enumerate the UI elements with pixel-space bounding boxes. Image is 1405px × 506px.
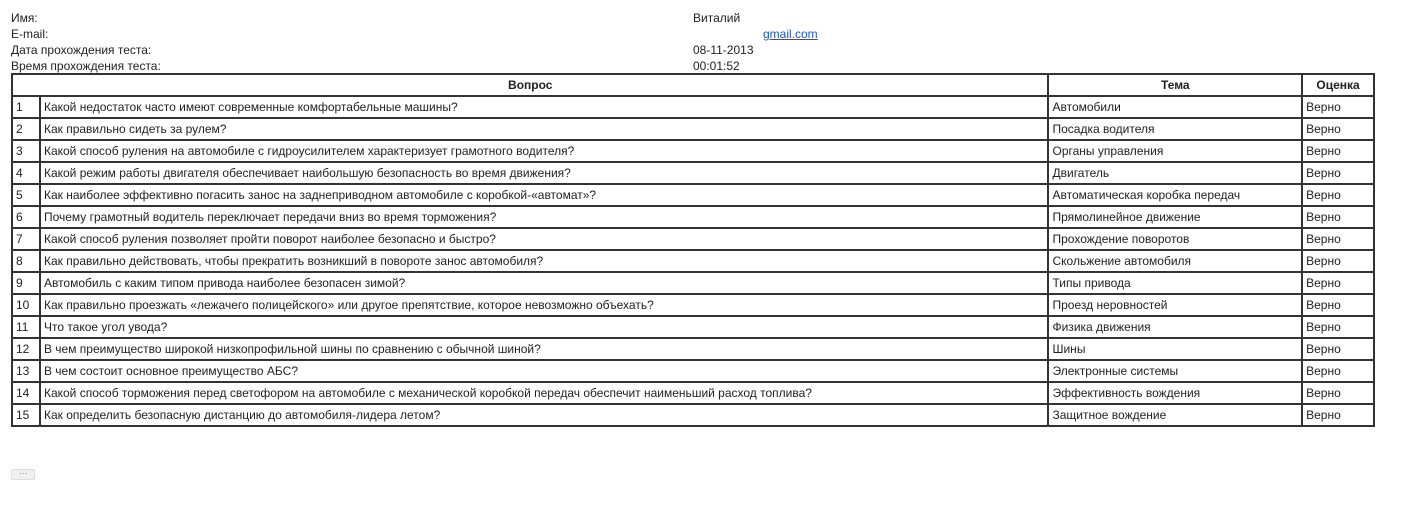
cell-number: 11 <box>12 316 40 338</box>
cell-question: Какой режим работы двигателя обеспечивает наибольшую безопасность во время движения? <box>40 162 1049 184</box>
cell-number: 14 <box>12 382 40 404</box>
header-topic: Тема <box>1048 74 1302 96</box>
cell-grade: Верно <box>1302 140 1374 162</box>
more-button[interactable]: ··· <box>11 469 35 480</box>
table-row <box>12 316 1374 338</box>
time-label: Время прохождения теста: <box>11 59 161 73</box>
cell-topic: Шины <box>1048 338 1302 360</box>
cell-grade: Верно <box>1302 228 1374 250</box>
cell-topic: Электронные системы <box>1048 360 1302 382</box>
cell-question: Автомобиль с каким типом привода наиболее безопасен зимой? <box>40 272 1049 294</box>
cell-question: Как наиболее эффективно погасить занос на заднеприводном автомобиле с коробкой-«автомат»? <box>40 184 1049 206</box>
cell-topic: Проезд неровностей <box>1048 294 1302 316</box>
cell-topic: Типы привода <box>1048 272 1302 294</box>
cell-question: Что такое угол увода? <box>40 316 1049 338</box>
table-row <box>12 228 1374 250</box>
header-grade: Оценка <box>1302 74 1374 96</box>
table-row <box>12 118 1374 140</box>
test-info-block <box>11 10 1011 74</box>
cell-topic: Эффективность вождения <box>1048 382 1302 404</box>
cell-number: 7 <box>12 228 40 250</box>
cell-number: 1 <box>12 96 40 118</box>
cell-number: 13 <box>12 360 40 382</box>
cell-number: 5 <box>12 184 40 206</box>
cell-question: Как правильно сидеть за рулем? <box>40 118 1049 140</box>
email-row <box>11 26 1011 42</box>
cell-question: Почему грамотный водитель переключает передачи вниз во время торможения? <box>40 206 1049 228</box>
table-row <box>12 250 1374 272</box>
cell-topic: Прохождение поворотов <box>1048 228 1302 250</box>
cell-topic: Автомобили <box>1048 96 1302 118</box>
table-row <box>12 184 1374 206</box>
cell-grade: Верно <box>1302 404 1374 426</box>
date-label: Дата прохождения теста: <box>11 43 152 57</box>
cell-question: Какой способ руления позволяет пройти поворот наиболее безопасно и быстро? <box>40 228 1049 250</box>
cell-question: В чем состоит основное преимущество АБС? <box>40 360 1049 382</box>
table-row <box>12 140 1374 162</box>
cell-number: 6 <box>12 206 40 228</box>
name-label: Имя: <box>11 11 38 25</box>
table-row <box>12 360 1374 382</box>
email-label: E-mail: <box>11 27 49 41</box>
cell-topic: Прямолинейное движение <box>1048 206 1302 228</box>
cell-grade: Верно <box>1302 96 1374 118</box>
cell-number: 2 <box>12 118 40 140</box>
cell-grade: Верно <box>1302 294 1374 316</box>
table-row <box>12 206 1374 228</box>
table-row <box>12 404 1374 426</box>
table-row <box>12 382 1374 404</box>
cell-grade: Верно <box>1302 338 1374 360</box>
cell-question: Какой способ руления на автомобиле с гидроусилителем характеризует грамотного водителя? <box>40 140 1049 162</box>
cell-question: Как правильно действовать, чтобы прекратить возникший в повороте занос автомобиля? <box>40 250 1049 272</box>
table-row <box>12 338 1374 360</box>
header-question: Вопрос <box>12 74 1048 96</box>
cell-topic: Двигатель <box>1048 162 1302 184</box>
cell-question: Как определить безопасную дистанцию до автомобиля-лидера летом? <box>40 404 1049 426</box>
cell-grade: Верно <box>1302 206 1374 228</box>
table-header-row <box>12 74 1374 96</box>
cell-number: 15 <box>12 404 40 426</box>
cell-question: Как правильно проезжать «лежачего полицейского» или другое препятствие, которое невозможно объехать? <box>40 294 1049 316</box>
cell-number: 3 <box>12 140 40 162</box>
cell-grade: Верно <box>1302 316 1374 338</box>
cell-topic: Физика движения <box>1048 316 1302 338</box>
date-row <box>11 42 1011 58</box>
cell-number: 4 <box>12 162 40 184</box>
cell-topic: Скольжение автомобиля <box>1048 250 1302 272</box>
time-row <box>11 58 1011 74</box>
cell-topic: Автоматическая коробка передач <box>1048 184 1302 206</box>
table-row <box>12 162 1374 184</box>
table-row <box>12 272 1374 294</box>
cell-grade: Верно <box>1302 162 1374 184</box>
cell-number: 9 <box>12 272 40 294</box>
cell-number: 10 <box>12 294 40 316</box>
cell-number: 12 <box>12 338 40 360</box>
email-domain: gmail.com <box>763 27 818 41</box>
cell-topic: Защитное вождение <box>1048 404 1302 426</box>
name-row <box>11 10 1011 26</box>
cell-question: В чем преимущество широкой низкопрофильной шины по сравнению с обычной шиной? <box>40 338 1049 360</box>
date-value: 08-11-2013 <box>693 43 754 57</box>
name-value: Виталий <box>693 11 741 25</box>
cell-grade: Верно <box>1302 118 1374 140</box>
cell-topic: Органы управления <box>1048 140 1302 162</box>
cell-grade: Верно <box>1302 272 1374 294</box>
table-row <box>12 96 1374 118</box>
cell-grade: Верно <box>1302 360 1374 382</box>
time-value: 00:01:52 <box>693 59 740 73</box>
cell-grade: Верно <box>1302 382 1374 404</box>
cell-topic: Посадка водителя <box>1048 118 1302 140</box>
cell-question: Какой способ торможения перед светофором на автомобиле с механической коробкой передач обеспечит наименьший расход топлива? <box>40 382 1049 404</box>
results-table <box>11 73 1375 427</box>
cell-number: 8 <box>12 250 40 272</box>
email-link[interactable] <box>693 26 818 42</box>
cell-grade: Верно <box>1302 184 1374 206</box>
cell-grade: Верно <box>1302 250 1374 272</box>
cell-question: Какой недостаток часто имеют современные комфортабельные машины? <box>40 96 1049 118</box>
table-row <box>12 294 1374 316</box>
